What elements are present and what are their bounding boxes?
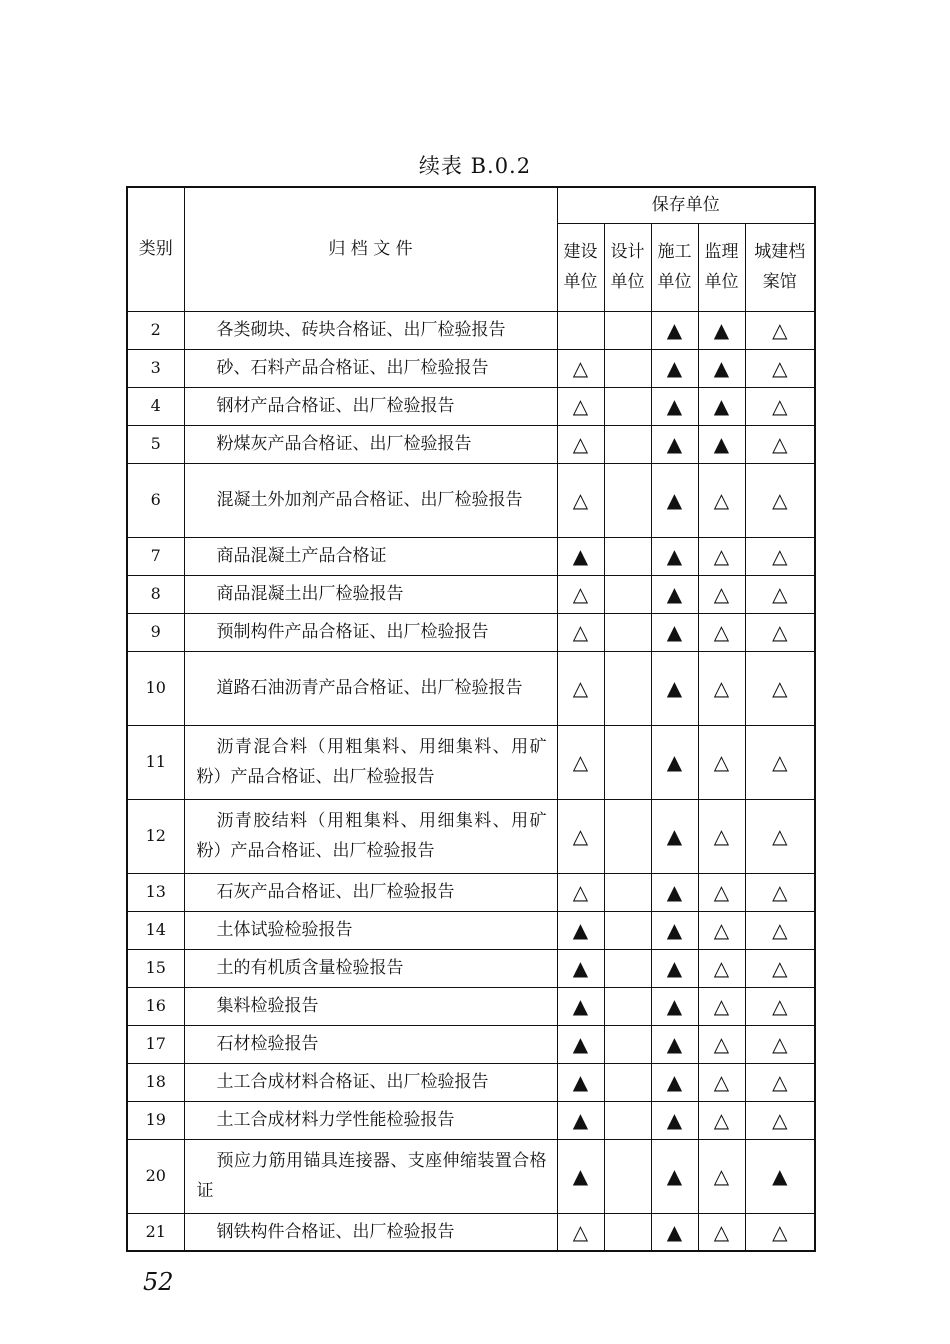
mark-design: [604, 949, 651, 987]
mark-design: [604, 987, 651, 1025]
row-number: 13: [127, 873, 184, 911]
mark-contractor: ▲: [651, 1025, 698, 1063]
mark-construction: △: [557, 425, 604, 463]
table-row: [127, 425, 815, 463]
mark-design: [604, 613, 651, 651]
mark-design: [604, 1101, 651, 1139]
mark-design: [604, 575, 651, 613]
mark-contractor: ▲: [651, 911, 698, 949]
mark-city-archive: △: [745, 575, 815, 613]
mark-city-archive: △: [745, 987, 815, 1025]
row-document: 商品混凝土产品合格证: [184, 537, 557, 575]
mark-contractor: ▲: [651, 725, 698, 799]
row-document: 各类砌块、砖块合格证、出厂检验报告: [184, 311, 557, 349]
row-number: 3: [127, 349, 184, 387]
mark-construction: ▲: [557, 987, 604, 1025]
mark-contractor: ▲: [651, 1139, 698, 1213]
table-row: [127, 987, 815, 1025]
row-document: 石材检验报告: [184, 1025, 557, 1063]
mark-contractor: ▲: [651, 575, 698, 613]
mark-construction: ▲: [557, 1101, 604, 1139]
mark-contractor: ▲: [651, 387, 698, 425]
table-row: [127, 349, 815, 387]
mark-city-archive: △: [745, 311, 815, 349]
header-unit-supervision: 监理 单位: [698, 223, 745, 311]
mark-city-archive: △: [745, 387, 815, 425]
mark-supervision: △: [698, 1025, 745, 1063]
mark-contractor: ▲: [651, 873, 698, 911]
mark-design: [604, 311, 651, 349]
row-document: 土工合成材料合格证、出厂检验报告: [184, 1063, 557, 1101]
row-number: 16: [127, 987, 184, 1025]
mark-city-archive: △: [745, 911, 815, 949]
row-document: 混凝土外加剂产品合格证、出厂检验报告: [184, 463, 557, 537]
row-number: 14: [127, 911, 184, 949]
row-document: 土体试验检验报告: [184, 911, 557, 949]
row-number: 7: [127, 537, 184, 575]
archive-table: [126, 186, 816, 1252]
mark-supervision: ▲: [698, 387, 745, 425]
mark-construction: ▲: [557, 911, 604, 949]
mark-supervision: △: [698, 873, 745, 911]
mark-supervision: △: [698, 537, 745, 575]
mark-contractor: ▲: [651, 537, 698, 575]
row-document: 道路石油沥青产品合格证、出厂检验报告: [184, 651, 557, 725]
mark-construction: △: [557, 1213, 604, 1251]
row-number: 9: [127, 613, 184, 651]
mark-supervision: △: [698, 725, 745, 799]
mark-supervision: ▲: [698, 425, 745, 463]
row-document: 砂、石料产品合格证、出厂检验报告: [184, 349, 557, 387]
table-row: [127, 873, 815, 911]
mark-city-archive: △: [745, 537, 815, 575]
mark-design: [604, 1139, 651, 1213]
mark-construction: ▲: [557, 1139, 604, 1213]
mark-contractor: ▲: [651, 463, 698, 537]
row-number: 11: [127, 725, 184, 799]
mark-city-archive: ▲: [745, 1139, 815, 1213]
mark-city-archive: △: [745, 873, 815, 911]
row-document: 土工合成材料力学性能检验报告: [184, 1101, 557, 1139]
mark-design: [604, 537, 651, 575]
table-row: [127, 387, 815, 425]
mark-city-archive: △: [745, 1063, 815, 1101]
row-document: 沥青混合料（用粗集料、用细集料、用矿粉）产品合格证、出厂检验报告: [184, 725, 557, 799]
mark-design: [604, 387, 651, 425]
row-number: 2: [127, 311, 184, 349]
mark-design: [604, 911, 651, 949]
header-unit-city-archive: 城建档 案馆: [745, 223, 815, 311]
mark-contractor: ▲: [651, 651, 698, 725]
mark-city-archive: △: [745, 1101, 815, 1139]
mark-design: [604, 349, 651, 387]
table-row: [127, 463, 815, 537]
mark-design: [604, 1063, 651, 1101]
row-number: 10: [127, 651, 184, 725]
mark-contractor: ▲: [651, 1213, 698, 1251]
row-document: 集料检验报告: [184, 987, 557, 1025]
row-number: 21: [127, 1213, 184, 1251]
mark-city-archive: △: [745, 463, 815, 537]
mark-supervision: △: [698, 575, 745, 613]
mark-construction: ▲: [557, 1063, 604, 1101]
table-row: [127, 537, 815, 575]
mark-city-archive: △: [745, 725, 815, 799]
mark-city-archive: △: [745, 349, 815, 387]
mark-design: [604, 799, 651, 873]
row-number: 12: [127, 799, 184, 873]
mark-supervision: △: [698, 613, 745, 651]
mark-supervision: △: [698, 1139, 745, 1213]
mark-construction: ▲: [557, 1025, 604, 1063]
table-row: [127, 651, 815, 725]
mark-construction: △: [557, 463, 604, 537]
mark-contractor: ▲: [651, 1101, 698, 1139]
mark-construction: △: [557, 575, 604, 613]
mark-contractor: ▲: [651, 1063, 698, 1101]
mark-city-archive: △: [745, 651, 815, 725]
row-document: 石灰产品合格证、出厂检验报告: [184, 873, 557, 911]
header-unit-contractor: 施工 单位: [651, 223, 698, 311]
table-row: [127, 799, 815, 873]
table-row: [127, 613, 815, 651]
table-row: [127, 1101, 815, 1139]
mark-contractor: ▲: [651, 311, 698, 349]
mark-construction: △: [557, 725, 604, 799]
row-number: 15: [127, 949, 184, 987]
row-document: 钢材产品合格证、出厂检验报告: [184, 387, 557, 425]
mark-construction: ▲: [557, 949, 604, 987]
mark-contractor: ▲: [651, 613, 698, 651]
row-number: 20: [127, 1139, 184, 1213]
mark-construction: △: [557, 349, 604, 387]
mark-construction: △: [557, 651, 604, 725]
row-document: 土的有机质含量检验报告: [184, 949, 557, 987]
mark-design: [604, 1213, 651, 1251]
mark-contractor: ▲: [651, 987, 698, 1025]
mark-contractor: ▲: [651, 949, 698, 987]
header-category: 类别: [127, 187, 184, 311]
mark-construction: △: [557, 799, 604, 873]
mark-construction: [557, 311, 604, 349]
header-keeper-group: 保存单位: [557, 187, 815, 223]
mark-design: [604, 873, 651, 911]
row-document: 预应力筋用锚具连接器、支座伸缩装置合格证: [184, 1139, 557, 1213]
mark-contractor: ▲: [651, 425, 698, 463]
mark-design: [604, 725, 651, 799]
row-document: 粉煤灰产品合格证、出厂检验报告: [184, 425, 557, 463]
mark-supervision: △: [698, 463, 745, 537]
row-number: 4: [127, 387, 184, 425]
row-document: 沥青胶结料（用粗集料、用细集料、用矿粉）产品合格证、出厂检验报告: [184, 799, 557, 873]
table-row: [127, 1025, 815, 1063]
mark-city-archive: △: [745, 949, 815, 987]
header-unit-design: 设计 单位: [604, 223, 651, 311]
mark-supervision: △: [698, 949, 745, 987]
mark-contractor: ▲: [651, 799, 698, 873]
mark-contractor: ▲: [651, 349, 698, 387]
table-row: [127, 1213, 815, 1251]
row-number: 6: [127, 463, 184, 537]
table-row: [127, 911, 815, 949]
mark-construction: ▲: [557, 537, 604, 575]
mark-city-archive: △: [745, 1025, 815, 1063]
mark-city-archive: △: [745, 613, 815, 651]
mark-supervision: △: [698, 987, 745, 1025]
mark-design: [604, 1025, 651, 1063]
table-row: [127, 1063, 815, 1101]
mark-design: [604, 425, 651, 463]
row-document: 钢铁构件合格证、出厂检验报告: [184, 1213, 557, 1251]
table-row: [127, 1139, 815, 1213]
row-number: 19: [127, 1101, 184, 1139]
table-row: [127, 311, 815, 349]
mark-supervision: △: [698, 1101, 745, 1139]
row-document: 预制构件产品合格证、出厂检验报告: [184, 613, 557, 651]
mark-city-archive: △: [745, 1213, 815, 1251]
table-row: [127, 949, 815, 987]
row-number: 5: [127, 425, 184, 463]
row-number: 18: [127, 1063, 184, 1101]
page-number: 52: [143, 1268, 174, 1296]
row-number: 8: [127, 575, 184, 613]
table-row: [127, 725, 815, 799]
mark-city-archive: △: [745, 425, 815, 463]
mark-supervision: ▲: [698, 311, 745, 349]
mark-design: [604, 463, 651, 537]
row-document: 商品混凝土出厂检验报告: [184, 575, 557, 613]
table-row: [127, 575, 815, 613]
mark-supervision: △: [698, 911, 745, 949]
mark-supervision: △: [698, 799, 745, 873]
mark-construction: △: [557, 613, 604, 651]
mark-construction: △: [557, 387, 604, 425]
mark-supervision: △: [698, 651, 745, 725]
mark-supervision: ▲: [698, 349, 745, 387]
mark-design: [604, 651, 651, 725]
mark-supervision: △: [698, 1213, 745, 1251]
mark-supervision: △: [698, 1063, 745, 1101]
table-title: 续表 B.0.2: [418, 154, 532, 178]
mark-construction: △: [557, 873, 604, 911]
row-number: 17: [127, 1025, 184, 1063]
header-unit-construction: 建设 单位: [557, 223, 604, 311]
mark-city-archive: △: [745, 799, 815, 873]
header-document: 归 档 文 件: [184, 187, 557, 311]
